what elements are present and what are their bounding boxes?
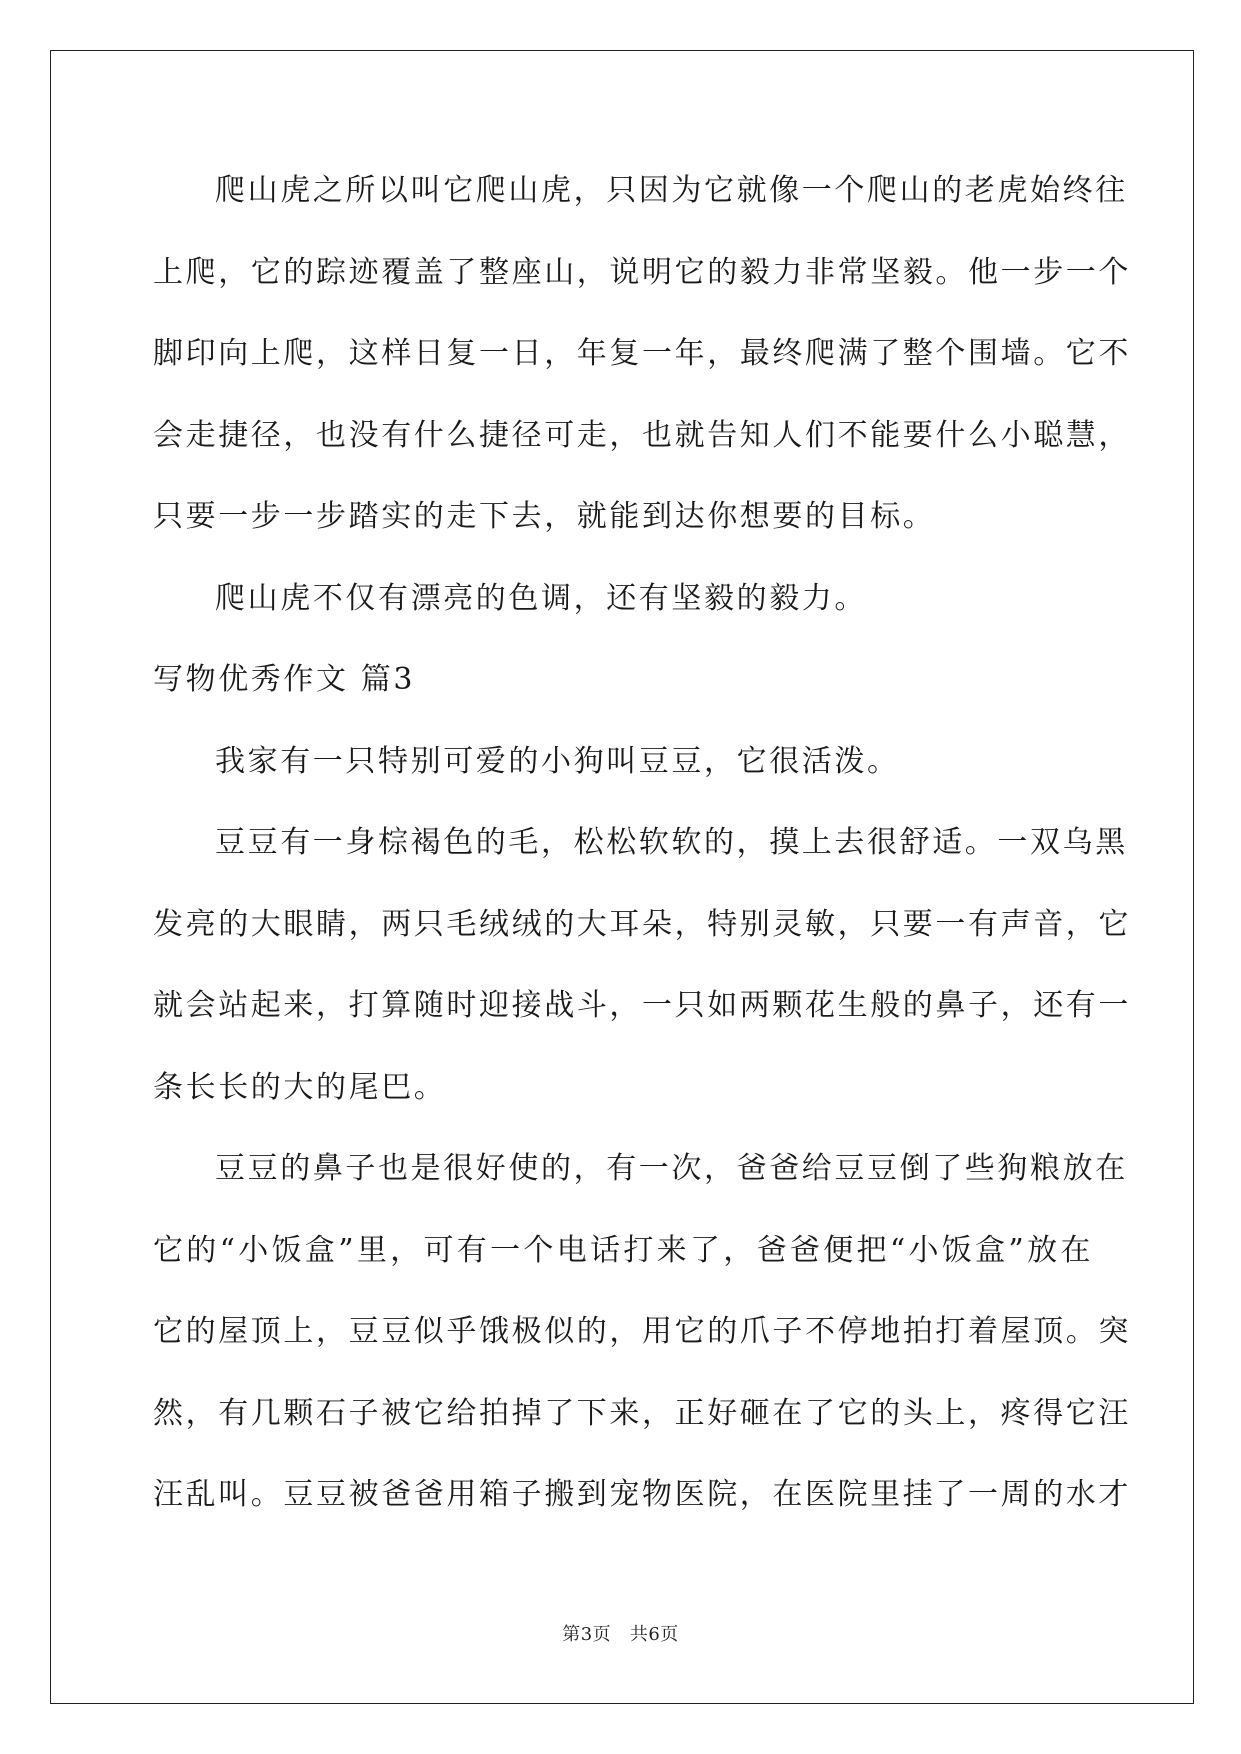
- paragraph-line: 爬山虎之所以叫它爬山虎，只因为它就像一个爬山的老虎始终往: [215, 173, 1128, 208]
- paragraph-line: 豆豆的鼻子也是很好使的，有一次，爸爸给豆豆倒了些狗粮放在: [215, 1151, 1128, 1186]
- paragraph-line: 只要一步一步踏实的走下去，就能到达你想要的目标。: [153, 499, 936, 534]
- paragraph-line: 爬山虎不仅有漂亮的色调，还有坚毅的毅力。: [215, 580, 867, 616]
- section-heading: 写物优秀作文 篇3: [153, 662, 416, 697]
- paragraph-line: 汪乱叫。豆豆被爸爸用箱子搬到宠物医院，在医院里挂了一周的水才: [153, 1477, 1131, 1512]
- paragraph-line: 我家有一只特别可爱的小狗叫豆豆，它很活泼。: [215, 743, 900, 779]
- paragraph-line: 就会站起来，打算随时迎接战斗，一只如两颗花生般的鼻子，还有一: [153, 988, 1131, 1023]
- paragraph-line: 豆豆有一身棕褐色的毛，松松软软的，摸上去很舒适。一双乌黑: [215, 825, 1128, 860]
- document-body: [153, 160, 1131, 1546]
- paragraph-line: 它的“小饭盒”里，可有一个电话打来了，爸爸便把“小饭盒”放在: [153, 1232, 1093, 1268]
- paragraph-line: 条长长的大的尾巴。: [153, 1069, 447, 1105]
- paragraph-line: 会走捷径，也没有什么捷径可走，也就告知人们不能要什么小聪慧，: [153, 417, 1131, 453]
- paragraph-line: 脚印向上爬，这样日复一日，年复一年，最终爬满了整个围墙。它不: [153, 336, 1131, 371]
- paragraph-line: 它的屋顶上，豆豆似乎饿极似的，用它的爪子不停地拍打着屋顶。突: [153, 1314, 1131, 1349]
- paragraph-line: 上爬，它的踪迹覆盖了整座山，说明它的毅力非常坚毅。他一步一个: [153, 254, 1131, 290]
- paragraph-line: 发亮的大眼睛，两只毛绒绒的大耳朵，特别灵敏，只要一有声音，它: [153, 906, 1131, 942]
- paragraph-line: 然，有几颗石子被它给拍掉了下来，正好砸在了它的头上，疼得它汪: [153, 1395, 1131, 1431]
- page-number: 第3页 共6页: [562, 1624, 679, 1645]
